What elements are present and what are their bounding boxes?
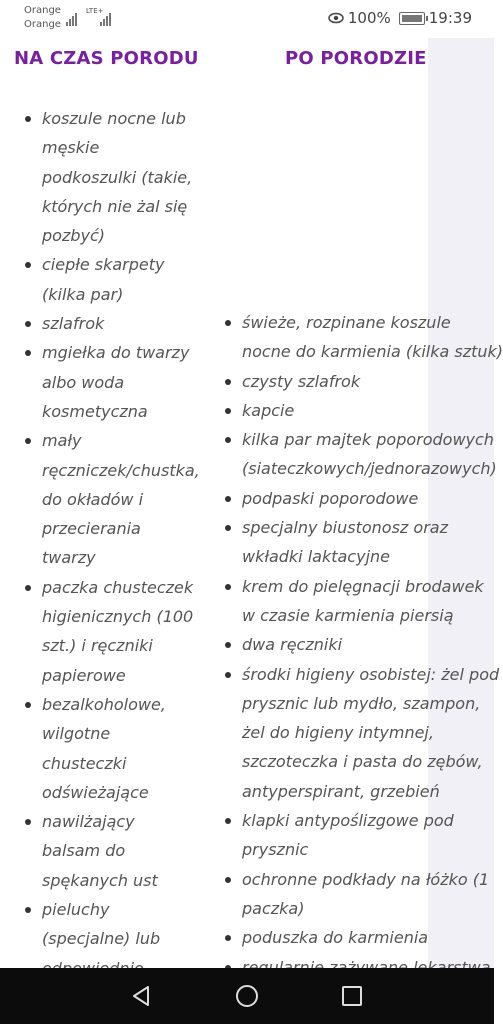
bullet-icon [225,496,231,502]
left-list-item-line: chusteczki [42,753,127,773]
left-list-item-line: higienicznych (100 [42,607,194,627]
bullet-icon [25,438,31,444]
carrier-1: Orange [24,5,61,16]
left-list-item [42,426,202,572]
signal-icon-2 [100,10,111,26]
battery-percent: 100% [347,9,391,27]
right-list-item-line: kapcie [242,400,295,420]
clock: 19:39 [428,9,472,27]
left-list-item-line: albo woda [42,372,125,392]
bullet-icon [225,935,231,941]
article-content[interactable] [0,38,503,968]
right-list-item-line: specjalny biustonosz oraz [242,518,448,538]
left-list-item [42,573,202,690]
right-list-item-line: kilka par majtek poporodowych [242,430,494,450]
bullet-icon [25,819,31,825]
carrier-2: Orange [24,19,61,30]
right-list-item [242,513,502,572]
left-list-item-line: mały [42,431,82,451]
bullet-icon [25,702,31,708]
status-bar [0,0,494,38]
right-list-item-line: świeże, rozpinane koszule [242,313,451,332]
bullet-icon [225,320,231,326]
bullet-icon [25,262,31,268]
status-right [328,9,472,27]
left-list-item-line: odświeżające [42,782,149,802]
right-list-item-line: żel do higieny intymnej, [242,723,434,743]
left-list-item-line: (kilka par) [42,284,124,304]
right-list-item-line: szczoteczka i pasta do zębów, [242,752,483,772]
left-list-item-line: podkoszulki (takie, [42,167,193,187]
bullet-icon [225,437,231,443]
left-list-item [42,250,202,309]
left-list-item [42,309,202,338]
left-list-item-line: pozbyć) [42,226,106,246]
right-list-item-line: podpaski poporodowe [242,488,419,508]
right-list-item [242,865,502,924]
left-list-item-line: ręczniczek/chustka, [42,460,200,480]
bullet-icon [225,408,231,414]
left-list-item-line: twarzy [42,548,96,568]
left-list-item-line: ciepłe skarpety [42,255,165,275]
right-checklist [242,308,502,982]
carrier-names [24,4,61,32]
right-column-title: PO PORODZIE [285,48,427,69]
left-list-item-line: koszule nocne lub [42,109,186,128]
left-list-item-line: spękanych ust [42,870,158,890]
left-list-item-line: kosmetyczna [42,401,148,421]
home-icon[interactable] [233,982,261,1010]
right-list-item [242,396,502,425]
left-checklist [42,104,202,983]
right-list-item-line: krem do pielęgnacji brodawek [242,576,484,596]
left-list-item-line: balsam do [42,841,126,861]
right-list-item-line: w czasie karmienia piersią [242,605,454,625]
right-list-item-line: klapki antypoślizgowe pod [242,811,454,831]
bullet-icon [25,116,31,122]
right-list-item [242,308,502,367]
right-list-item-line: (siateczkowych/jednorazowych) [242,459,497,479]
right-list-item-line: poduszka do karmienia [242,928,429,948]
left-list-item-line: paczka chusteczek [42,577,194,597]
bullet-icon [225,672,231,678]
back-icon[interactable] [128,982,156,1010]
bullet-icon [25,907,31,913]
right-list-item-line: antyperspirant, grzebień [242,781,440,801]
bullet-icon [225,525,231,531]
right-list-item [242,572,502,631]
navigation-bar [0,968,494,1024]
right-list-item-line: nocne do karmienia (kilka sztuk) [242,342,503,362]
bullet-icon [25,350,31,356]
bullet-icon [25,321,31,327]
left-column-title: NA CZAS PORODU [14,48,199,69]
right-list-item-line: paczka) [242,898,305,918]
signal-icon [66,10,77,26]
network-type: LTE+ [86,7,104,15]
right-list-item [242,806,502,865]
left-list-item-line: (specjalne) lub [42,929,161,949]
bullet-icon [225,818,231,824]
left-list-item [42,690,202,807]
right-list-item [242,425,502,484]
recents-icon[interactable] [338,982,366,1010]
left-list-item-line: szt.) i ręczniki [42,636,153,656]
battery-icon [399,12,425,25]
left-list-item-line: których nie żal się [42,196,188,216]
bullet-icon [225,877,231,883]
right-list-item [242,923,502,952]
left-list-item-line: do okładów i [42,489,144,509]
left-list-item-line: wilgotne [42,724,111,744]
bullet-icon [225,642,231,648]
right-list-item-line: czysty szlafrok [242,371,361,391]
left-list-item-line: pieluchy [42,900,110,920]
left-list-item [42,104,202,250]
left-list-item-line: bezalkoholowe, [42,694,166,714]
right-list-item-line: dwa ręczniki [242,635,343,655]
eye-comfort-icon [328,12,344,24]
right-list-item [242,660,502,806]
right-list-item [242,367,502,396]
bullet-icon [25,585,31,591]
left-list-item [42,807,202,895]
right-list-item [242,630,502,659]
right-list-item-line: środki higieny osobistej: żel pod [242,664,500,684]
right-list-item-line: wkładki laktacyjne [242,547,390,567]
left-list-item-line: papierowe [42,665,126,685]
left-list-item [42,338,202,426]
left-list-item-line: szlafrok [42,314,105,334]
bullet-icon [225,379,231,385]
bullet-icon [225,584,231,590]
right-list-item-line: prysznic lub mydło, szampon, [242,693,481,713]
right-list-item [242,484,502,513]
left-list-item-line: przecierania [42,519,141,539]
left-list-item-line: męskie [42,138,100,158]
left-list-item-line: nawilżający [42,812,135,832]
left-list-item-line: mgiełka do twarzy [42,343,190,363]
right-list-item-line: ochronne podkłady na łóżko (1 [242,869,490,889]
right-list-item-line: prysznic [242,840,309,860]
